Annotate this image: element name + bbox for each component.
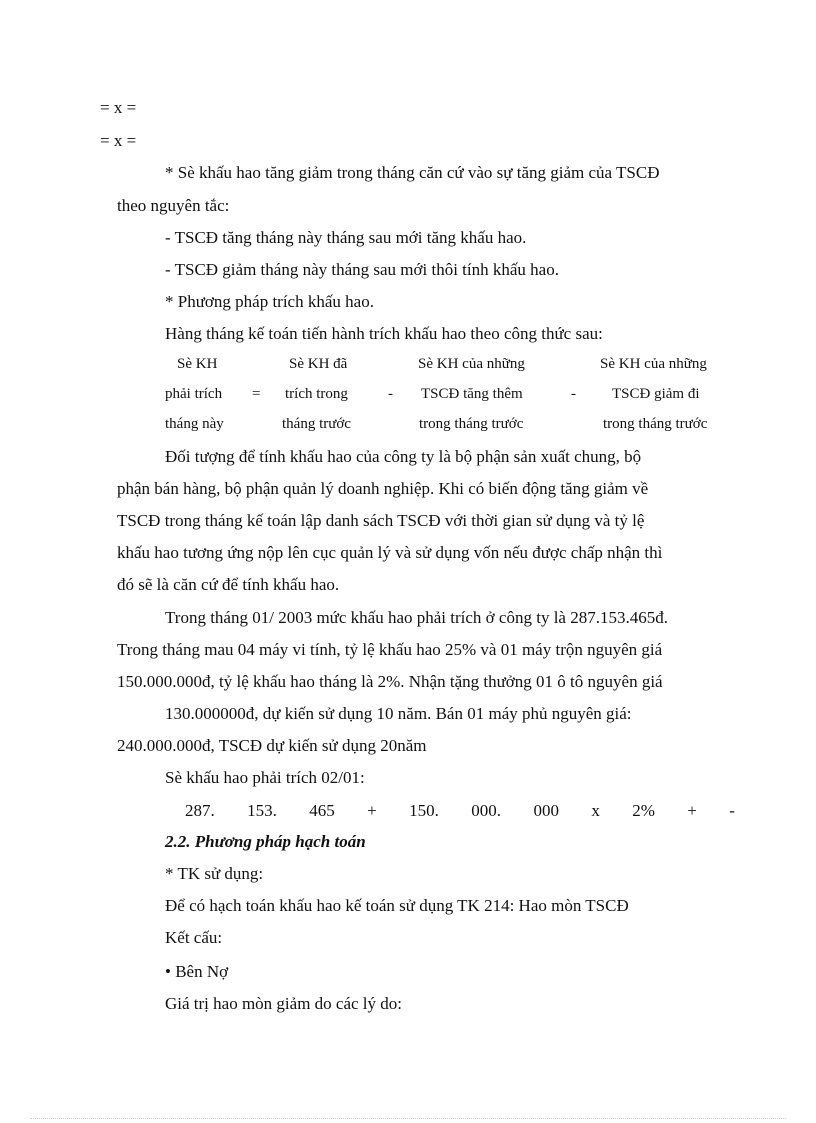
debit-side-bullet: • Bên Nợ	[165, 962, 229, 981]
calc-token: 465	[309, 801, 335, 820]
formula-minus-sign: -	[571, 386, 576, 402]
formula-minus-sign: -	[388, 386, 393, 402]
formula-term-increase: trong tháng trước	[419, 416, 524, 432]
formula-term-current: Sè KH	[177, 356, 218, 372]
paragraph-line	[117, 672, 739, 692]
calc-token: 287.	[185, 801, 215, 820]
page-bottom-border	[30, 1118, 786, 1119]
formula-term-current: tháng này	[165, 416, 224, 432]
rule-increase: - TSCĐ tăng tháng này tháng sau mới tăng khấu hao.	[165, 228, 527, 247]
calc-expression	[185, 801, 735, 821]
calc-label: Sè khấu hao phải trích 02/01:	[165, 768, 365, 787]
account-used-heading: * TK sử dụng:	[165, 864, 264, 883]
formula-term-decrease: trong tháng trước	[603, 416, 708, 432]
paragraph-line	[165, 608, 739, 628]
paragraph-line	[165, 447, 739, 467]
paragraph-text: 150.000.000đ, tỷ lệ khấu hao tháng là 2%. Nhận tặng thưởng 01 ô tô nguyên giá	[117, 672, 663, 691]
paragraph-line: đó sẽ là căn cứ để tính khấu hao.	[117, 575, 340, 594]
formula-intro: Hàng tháng kế toán tiến hành trích khấu hao theo công thức sau:	[165, 324, 603, 343]
formula-term-previous: tháng trước	[282, 416, 351, 432]
formula-term-increase: TSCĐ tăng thêm	[421, 386, 523, 402]
section-heading: 2.2. Phương pháp hạch toán	[165, 832, 366, 851]
paragraph-line: 240.000.000đ, TSCĐ dự kiến sử dụng 20năm	[117, 736, 427, 755]
paragraph-text: Trong tháng 01/ 2003 mức khấu hao phải trích ở công ty là 287.153.465đ.	[165, 608, 668, 627]
paragraph-line	[117, 543, 739, 563]
calc-token: -	[729, 801, 735, 820]
calc-token: 000.	[471, 801, 502, 820]
paragraph-text: Trong tháng mau 04 máy vi tính, tỷ lệ khấu hao 25% và 01 máy trộn nguyên giá	[117, 640, 663, 659]
formula-term-previous: trích trong	[285, 386, 348, 402]
calc-token: +	[687, 801, 697, 820]
method-heading: * Phương pháp trích khấu hao.	[165, 292, 374, 311]
calc-token: 2%	[632, 801, 655, 820]
paragraph-line: theo nguyên tắc:	[117, 196, 230, 215]
paragraph-text: TSCĐ trong tháng kế toán lập danh sách TSCĐ với thời gian sử dụng và tỷ lệ	[117, 511, 645, 530]
paragraph-text: phận bán hàng, bộ phận quản lý doanh nghiệp. Khi có biến động tăng giảm về	[117, 479, 649, 498]
rule-decrease: - TSCĐ giảm tháng này tháng sau mới thôi tính khấu hao.	[165, 260, 559, 279]
paragraph-line	[165, 163, 739, 183]
paragraph-text: 130.000000đ, dự kiến sử dụng 10 năm. Bán 01 máy phủ nguyên giá:	[165, 704, 632, 723]
structure-heading: Kết cấu:	[165, 928, 223, 947]
paragraph-line	[165, 704, 739, 724]
calc-token: 153.	[247, 801, 277, 820]
paragraph-text: khấu hao tương ứng nộp lên cục quản lý và sử dụng vốn nếu được chấp nhận thì	[117, 543, 663, 562]
formula-term-decrease: TSCĐ giảm đi	[612, 386, 700, 402]
formula-term-previous: Sè KH đã	[289, 356, 348, 372]
paragraph-line	[117, 640, 739, 660]
formula-term-decrease: Sè KH của những	[600, 356, 707, 372]
formula-term-current: phải trích	[165, 386, 223, 402]
paragraph-text: * Sè khấu hao tăng giảm trong tháng căn cứ vào sự tăng giảm của TSCĐ	[165, 163, 660, 182]
calc-token: x	[591, 801, 600, 820]
formula-equal-sign: =	[252, 386, 261, 402]
account-description: Để có hạch toán khấu hao kế toán sử dụng TK 214: Hao mòn TSCĐ	[165, 896, 629, 915]
paragraph-line	[117, 511, 739, 531]
calc-token: +	[367, 801, 377, 820]
calc-token: 150.	[409, 801, 439, 820]
paragraph-text: Đối tượng để tính khấu hao của công ty là bộ phận sản xuất chung, bộ	[165, 447, 642, 466]
formula-term-increase: Sè KH của những	[418, 356, 525, 372]
equation-fragment: = x =	[100, 98, 137, 117]
calc-token: 000	[533, 801, 559, 820]
paragraph-line	[117, 479, 739, 499]
reasons-line: Giá trị hao mòn giảm do các lý do:	[165, 994, 402, 1013]
equation-fragment: = x =	[100, 131, 137, 150]
